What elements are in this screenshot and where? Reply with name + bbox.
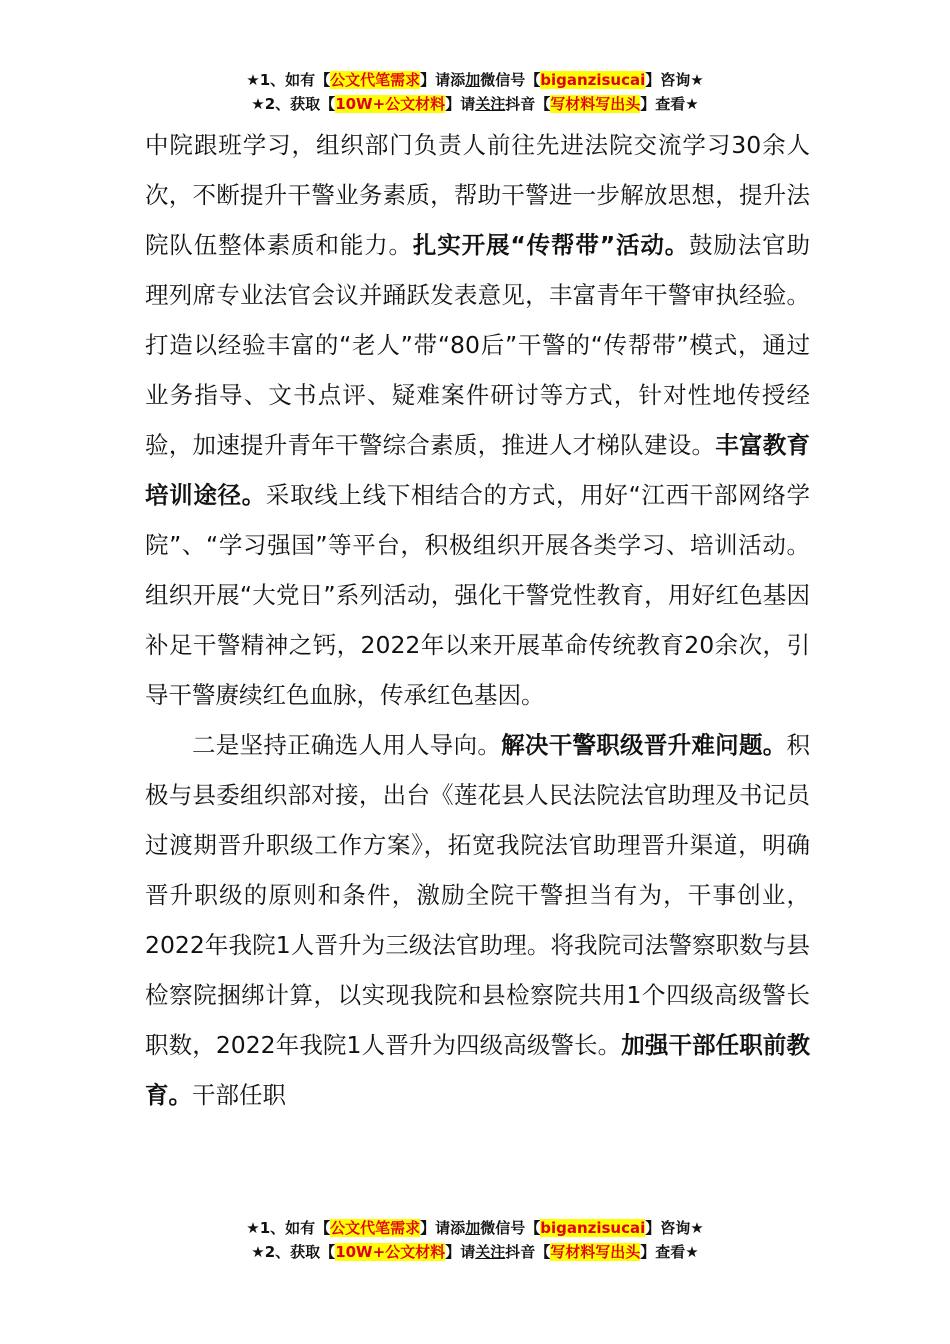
- notice-text: 】咨询★: [645, 1219, 704, 1237]
- highlight-wechat-id: biganzisucai: [540, 1219, 646, 1237]
- highlight-materials: 10W+公文材料: [335, 1243, 446, 1261]
- bold-heading: 加强干部任职前教育。: [145, 1031, 811, 1109]
- notice-text: 】请: [445, 1243, 476, 1261]
- body-text: 干部任职: [192, 1081, 286, 1109]
- notice-text: 抖音【: [505, 1243, 551, 1261]
- bold-heading: 丰富教育培训途径。: [145, 431, 811, 509]
- highlight-service: 公文代笔需求: [330, 71, 421, 89]
- notice-line-2: [0, 92, 950, 116]
- notice-text: 】请添: [420, 71, 466, 89]
- bold-heading: 扎实开展“传帮带”活动。: [412, 231, 690, 259]
- body-text: 积极与县委组织部对接，出台《莲花县人民法院法官助理及书记员过渡期晋升职级工作方案》，拓宽我院法官助理晋升渠道，明确晋升职级的原则和条件，激励全院干警担当有为，干事创业，2022年我院1人晋升为三级法官助理。将我院司法警察职数与县检察院捆绑计算，以实现我院和县检察院共用1个四级高级警长职数，2022年我院1人晋升为四级高级警长。: [145, 731, 811, 1059]
- notice-text: 】查看★: [640, 95, 699, 113]
- notice-text: ★1、如有【: [246, 71, 331, 89]
- highlight-douyin: 写材料写出头: [550, 1243, 641, 1261]
- footer-notice: [0, 1216, 950, 1264]
- notice-text: 】请添: [420, 1219, 466, 1237]
- notice-text: 】请: [445, 95, 476, 113]
- notice-text: ★2、获取【: [251, 1243, 336, 1261]
- notice-text: 加: [465, 71, 481, 89]
- bold-heading: 解决干警职级晋升难问题。: [501, 731, 787, 759]
- notice-line-1: [0, 1216, 950, 1240]
- notice-text: 】咨询★: [645, 71, 704, 89]
- notice-text: 关注: [475, 1243, 506, 1261]
- notice-text: ★2、获取【: [251, 95, 336, 113]
- notice-text: 微信号【: [480, 1219, 541, 1237]
- notice-text: ★1、如有【: [246, 1219, 331, 1237]
- paragraph-2: [145, 720, 810, 1120]
- body-text: 中院跟班学习，组织部门负责人前往先进法院交流学习30余人次，不断提升干警业务素质，帮助干警进一步解放思想，提升法院队伍整体素质和能力。: [145, 131, 810, 259]
- document-body: [145, 120, 810, 1120]
- highlight-service: 公文代笔需求: [330, 1219, 421, 1237]
- highlight-douyin: 写材料写出头: [550, 95, 641, 113]
- notice-text: 抖音【: [505, 95, 551, 113]
- notice-text: 】查看★: [640, 1243, 699, 1261]
- body-text: 采取线上线下相结合的方式，用好“江西干部网络学院”、“学习强国”等平台，积极组织开展各类学习、培训活动。组织开展“大党日”系列活动，强化干警党性教育，用好红色基因补足干警精神之钙，2022年以来开展革命传统教育20余次，引导干警赓续红色血脉，传承红色基因。: [145, 481, 811, 709]
- notice-text: 微信号【: [480, 71, 541, 89]
- notice-line-2: [0, 1240, 950, 1264]
- body-text: 二是坚持正确选人用人导向。: [192, 731, 502, 759]
- notice-text: 加: [465, 1219, 481, 1237]
- notice-line-1: [0, 68, 950, 92]
- body-text: 鼓励法官助理列席专业法官会议并踊跃发表意见，丰富青年干警审执经验。打造以经验丰富的“老人”带“80后”干警的“传帮带”模式，通过业务指导、文书点评、疑难案件研讨等方式，针对性地传授经验，加速提升青年干警综合素质，推进人才梯队建设。: [145, 231, 811, 459]
- notice-text: 关注: [475, 95, 506, 113]
- header-notice: [0, 68, 950, 116]
- highlight-materials: 10W+公文材料: [335, 95, 446, 113]
- paragraph-1: [145, 120, 810, 720]
- highlight-wechat-id: biganzisucai: [540, 71, 646, 89]
